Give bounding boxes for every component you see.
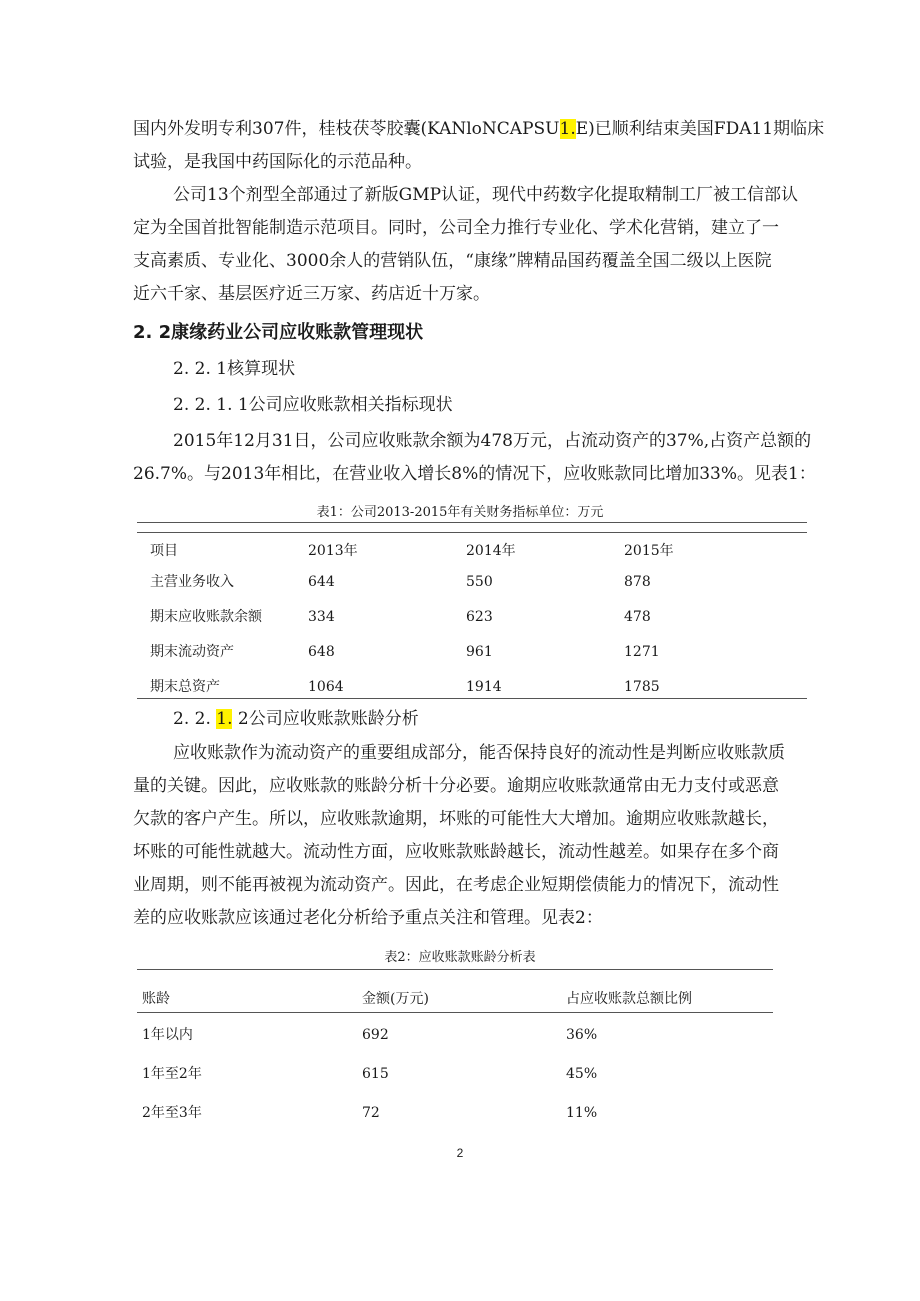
paragraph-line: 业周期，则不能再被视为流动资产。因此，在考虑企业短期偿债能力的情况下，流动性 [133,875,779,895]
table1-header-cell: 项目 [150,543,178,559]
paragraph-line: 应收账款作为流动资产的重要组成部分，能否保持良好的流动性是判断应收账款质 [173,743,785,763]
table2-cell: 692 [362,1027,389,1043]
table1-header-rule [137,532,807,533]
section-heading: 2. 2康缘药业公司应收账款管理现状 [133,322,424,343]
subsubsection-heading: 2. 2. 1. 2公司应收账款账龄分析 [173,709,419,729]
paragraph-line: 量的关键。因此，应收账款的账龄分析十分必要。逾期应收账款通常由无力支付或恶意 [133,776,779,796]
paragraph-line: 差的应收账款应该通过老化分析给予重点关注和管理。见表2： [133,908,603,928]
table2-cell: 11% [566,1105,598,1121]
table2-header-rule [137,1012,773,1013]
paragraph-line: 近六千家、基层医疗近三万家、药店近十万家。 [133,284,490,304]
table1-caption: 表1：公司2013-2015年有关财务指标单位：万元 [316,505,604,520]
paragraph-line: 试验，是我国中药国际化的示范品种。 [133,152,422,172]
table1-header-cell: 2013年 [308,543,358,559]
table1-cell: 期末总资产 [150,679,220,695]
table2-cell: 1年至2年 [142,1066,202,1082]
subsubsection-heading: 2. 2. 1. 1公司应收账款相关指标现状 [173,395,453,415]
paragraph-line: 定为全国首批智能制造示范项目。同时，公司全力推行专业化、学术化营销，建立了一 [133,218,779,238]
table1-top-rule [137,522,807,523]
subsection-heading: 2. 2. 1核算现状 [173,359,296,379]
table2-header-cell: 账龄 [142,991,170,1007]
table1-cell: 961 [466,644,493,660]
table1-cell: 期末流动资产 [150,644,234,660]
table1-cell: 期末应收账款余额 [150,609,262,625]
highlight-mark: 1. [216,709,233,729]
table1-cell: 1064 [308,679,344,695]
table2-top-rule [137,969,773,970]
table1-cell: 1271 [624,644,660,660]
paragraph-line: 公司13个剂型全部通过了新版GMP认证，现代中药数字化提取精制工厂被工信部认 [173,185,799,205]
table1-cell: 主营业务收入 [150,574,234,590]
table1-cell: 478 [624,609,651,625]
table1-header-cell: 2015年 [624,543,674,559]
paragraph-line: 2015年12月31日，公司应收账款余额为478万元，占流动资产的37%,占资产总额的 [173,431,812,451]
paragraph-line: 26.7%。与2013年相比，在营业收入增长8%的情况下，应收账款同比增加33%。见表1： [133,464,816,484]
table1-cell: 878 [624,574,651,590]
table2-cell: 72 [362,1105,380,1121]
table1-cell: 550 [466,574,493,590]
highlight-mark: 1. [559,119,576,139]
table1-cell: 644 [308,574,335,590]
table1-bottom-rule [137,698,807,699]
table2-cell: 1年以内 [142,1027,193,1043]
paragraph-line: 支高素质、专业化、3000余人的营销队伍，“康缘”牌精品国药覆盖全国二级以上医院 [133,251,772,271]
page-number: 2 [456,1146,464,1160]
table2-cell: 2年至3年 [142,1105,202,1121]
table2-cell: 615 [362,1066,389,1082]
table1-header-cell: 2014年 [466,543,516,559]
table1-cell: 1914 [466,679,502,695]
paragraph-line: 坏账的可能性就越大。流动性方面，应收账款账龄越长，流动性越差。如果存在多个商 [133,842,779,862]
table2-cell: 36% [566,1027,598,1043]
table1-cell: 1785 [624,679,660,695]
paragraph-line: 国内外发明专利307件，桂枝茯苓胶囊(KANloNCAPSU1.E)已顺利结束美国FDA11期临床 [133,119,825,139]
table2-cell: 45% [566,1066,598,1082]
table2-header-cell: 占应收账款总额比例 [566,991,692,1007]
table1-cell: 623 [466,609,493,625]
paragraph-line: 欠款的客户产生。所以，应收账款逾期，坏账的可能性大大增加。逾期应收账款越长， [133,809,779,829]
table1-cell: 334 [308,609,335,625]
table1-cell: 648 [308,644,335,660]
table2-caption: 表2：应收账款账龄分析表 [384,950,536,965]
table2-header-cell: 金额(万元) [362,991,429,1007]
